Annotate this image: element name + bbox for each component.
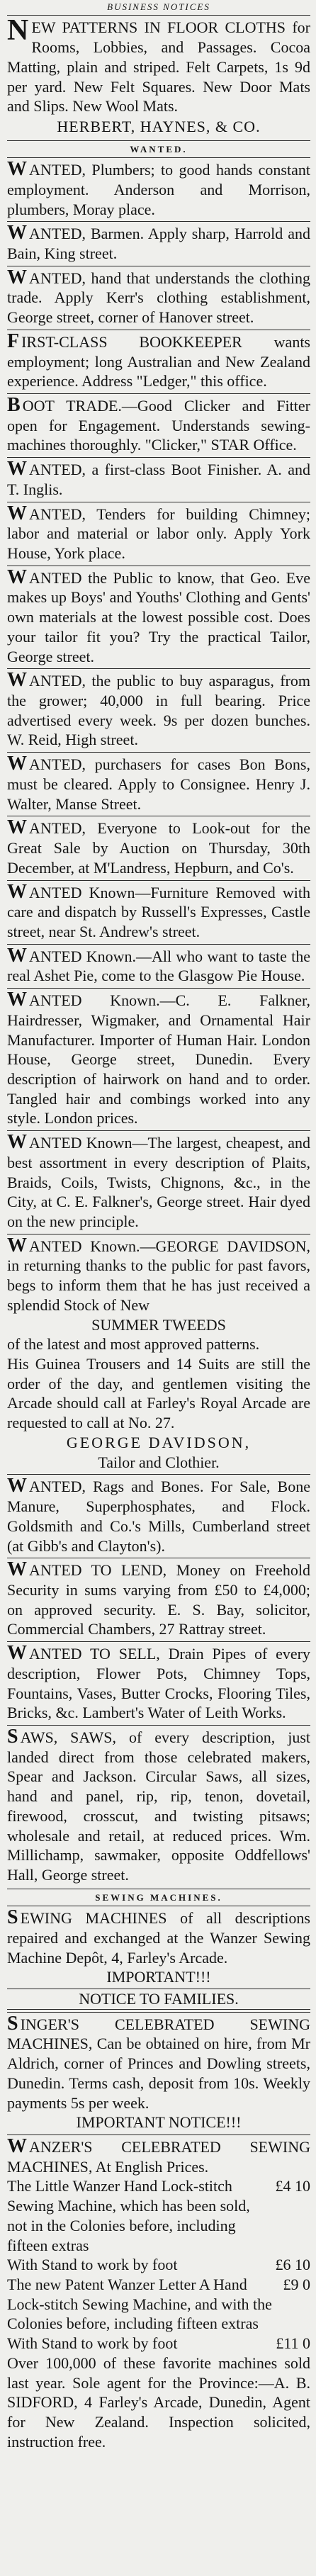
wanted-ad bbox=[7, 1725, 310, 1885]
wanted-ad bbox=[7, 460, 310, 499]
wanted-ad bbox=[7, 1133, 310, 1232]
drop-cap-letter: W bbox=[7, 880, 27, 903]
wanted-ad-text: GEORGE DAVIDSON, bbox=[66, 1433, 252, 1451]
wanted-ad-text: ANTED, purchasers for cases Bon Bons, must be cleared. Apply to Consignee. Henry J. Walter, Manse Street. bbox=[7, 755, 310, 813]
divider bbox=[7, 393, 310, 394]
price-item: The Little Wanzer Hand Lock-stitch Sewing Machine, which has been sold, not in the Colonies before, including fifteen extras bbox=[7, 2177, 250, 2254]
price-row bbox=[7, 2275, 310, 2334]
price-row bbox=[7, 2176, 310, 2255]
divider bbox=[7, 668, 310, 669]
business-ad bbox=[7, 14, 310, 116]
wanted-ad bbox=[7, 160, 310, 219]
price-item: With Stand to work by foot bbox=[7, 2334, 178, 2353]
drop-cap-letter: S bbox=[7, 2012, 18, 2035]
drop-cap-letter: S bbox=[7, 1725, 18, 1748]
price-value: £11 0 bbox=[276, 2334, 310, 2353]
wanted-ad-text: ANTED, Everyone to Look-out for the Great Sale by Auction on Thursday, 30th December, at M'Landress, Hepburn, and Co's. bbox=[7, 819, 310, 877]
sewing-ad bbox=[7, 2012, 310, 2113]
wanted-ad bbox=[7, 1644, 310, 1723]
sewing-ad-text: NOTICE TO FAMILIES. bbox=[79, 1989, 239, 2008]
wanted-ad-text: ANTED, the public to buy asparagus, from the grower; 40,000 in full bearing. Price advertised every week. 9s per dozen bunches. W. Reid, High street. bbox=[7, 672, 310, 749]
divider bbox=[7, 457, 310, 458]
divider bbox=[7, 140, 310, 141]
price-value: £6 10 bbox=[275, 2256, 310, 2274]
section-header-sewing: SEWING MACHINES. bbox=[95, 1891, 222, 1903]
drop-cap-letter: W bbox=[7, 669, 27, 692]
wanted-ad bbox=[7, 816, 310, 877]
wanzer-tail-text: Over 100,000 of these favorite machines sold last year. Sole agent for the Province:—A. B. SIDFORD, 4 Farley's Arcade, Dunedin, Agent for New Zealand. Inspection solicited, instruction free. bbox=[7, 2353, 310, 2451]
wanted-ad-text: ANTED, Rags and Bones. For Sale, Bone Manure, Superphosphates, and Flock. Goldsmith and Co.'s Mills, Cumberland street (at Gibb's and Clayton's). bbox=[7, 1478, 310, 1555]
divider bbox=[7, 1641, 310, 1642]
drop-cap-letter: F bbox=[7, 330, 20, 352]
divider bbox=[7, 752, 310, 753]
wanted-ad bbox=[7, 1234, 310, 1315]
price-row bbox=[7, 2334, 310, 2353]
divider bbox=[7, 880, 310, 881]
wanted-ad-text: His Guinea Trousers and 14 Suits are still the order of the day, and gentlemen visiting the Arcade should call at Farley's Royal Arcade are requested to call at No. 27. bbox=[7, 1355, 310, 1432]
wanted-ad-text: OOT TRADE.—Good Clicker and Fitter open for Engagement. Understands sewing-machines thoroughly. "Clicker," STAR Office. bbox=[7, 396, 310, 454]
divider bbox=[7, 221, 310, 222]
wanted-ad bbox=[7, 1354, 310, 1433]
business-ad-text: EW PATTERNS IN FLOOR CLOTHS for Rooms, Lobbies, and Passages. Cocoa Matting, plain and striped. Felt Carpets, 1s 9d per yard. New Felt Squares. New Door Mats and Slips. New Wool Mats. bbox=[7, 18, 310, 116]
divider bbox=[7, 15, 310, 16]
wanted-ad bbox=[7, 671, 310, 750]
drop-cap-letter: W bbox=[7, 816, 27, 839]
wanted-ad bbox=[7, 568, 310, 667]
wanted-ad-text: IRST-CLASS BOOKKEEPER wants employment; long Australian and New Zealand experience. Address "Ledger," this office. bbox=[7, 332, 310, 390]
wanted-ad bbox=[7, 266, 310, 327]
wanted-ad bbox=[7, 502, 310, 563]
wanted-ad bbox=[7, 880, 310, 942]
divider bbox=[7, 157, 310, 158]
wanted-ad bbox=[7, 991, 310, 1128]
sewing-ad bbox=[7, 2113, 310, 2132]
sewing-ad bbox=[7, 1967, 310, 1987]
drop-cap-letter: W bbox=[7, 458, 27, 480]
wanted-ad-text: ANTED TO SELL, Drain Pipes of every description, Flower Pots, Chimney Tops, Fountains, Vases, Butter Crocks, Flooring Tiles, Bricks, &c. Lambert's Water of Leith Works. bbox=[7, 1645, 310, 1722]
sewing-ad bbox=[7, 2137, 310, 2176]
wanted-ad bbox=[7, 755, 310, 814]
wanted-ad-text: ANTED, Barmen. Apply sharp, Harrold and Bain, King street. bbox=[7, 225, 310, 262]
drop-cap-letter: W bbox=[7, 1234, 27, 1256]
wanted-ad bbox=[7, 1453, 310, 1473]
divider bbox=[7, 1130, 310, 1131]
sewing-ad bbox=[7, 1908, 310, 1967]
price-item: With Stand to work by foot bbox=[7, 2256, 178, 2274]
wanted-ad-text: ANTED, Tenders for building Chimney; labor and material or labor only. Apply York House, York place. bbox=[7, 505, 310, 562]
wanted-ad-text: of the latest and most approved patterns. bbox=[7, 1335, 260, 1354]
wanted-ad-text: ANTED Known.—GEORGE DAVIDSON, in returning thanks to the public for past favors, begs to inform them that he has just received a splendid Stock of New bbox=[7, 1237, 310, 1314]
drop-cap-letter: W bbox=[7, 2135, 27, 2157]
sewing-ad-text: ANZER'S CELEBRATED SEWING MACHINES, At English Prices. bbox=[7, 2138, 310, 2176]
divider bbox=[7, 988, 310, 989]
wanted-ad-text: ANTED, Plumbers; to good hands constant employment. Anderson and Morrison, plumbers, Moray place. bbox=[7, 161, 310, 218]
wanted-ad-text: SUMMER TWEEDS bbox=[91, 1315, 226, 1334]
price-row bbox=[7, 2255, 310, 2275]
drop-cap-letter: W bbox=[7, 158, 27, 181]
drop-cap-letter: W bbox=[7, 753, 27, 775]
wanted-ad-text: Tailor and Clothier. bbox=[98, 1453, 220, 1471]
sewing-ads bbox=[7, 1908, 310, 2176]
wanted-ad bbox=[7, 1560, 310, 1639]
wanted-ad-text: ANTED Known—Furniture Removed with care and dispatch by Russell's Expresses, Castle street, near St. Andrew's street. bbox=[7, 883, 310, 940]
wanted-ad bbox=[7, 393, 310, 455]
drop-cap-letter: B bbox=[7, 393, 21, 416]
wanted-ad bbox=[7, 1477, 310, 1556]
wanted-ad-text: AWS, SAWS, of every description, just landed direct from those celebrated makers, Spear and Jackson. Circular Saws, all sizes, hand and panel, rip, rip, tenon, dovetail, firewood, crosscut, and twisting pitsaws; wholesale and retail, at reduced prices. Wm. Millichamp, sawmaker, opposite Oddfellows' Hall, George street. bbox=[7, 1728, 310, 1884]
drop-cap-letter: W bbox=[7, 266, 27, 288]
wanted-ad-text: ANTED, hand that understands the clothing trade. Apply Kerr's clothing establishment, George street, corner of Hanover street. bbox=[7, 269, 310, 327]
divider bbox=[7, 1474, 310, 1475]
wanted-ad-text: ANTED Known—The largest, cheapest, and best assortment in every description of Plaits, Braids, Coils, Twists, Chignons, &c., in the City, at C. E. Falkner's, George street. Hair dyed on the new principle. bbox=[7, 1134, 310, 1230]
wanted-ad bbox=[7, 224, 310, 263]
wanted-ad bbox=[7, 944, 310, 986]
price-value: £9 0 bbox=[283, 2276, 310, 2294]
wanzer-price-list bbox=[7, 2176, 310, 2353]
divider bbox=[7, 2012, 310, 2013]
section-header-wanted: WANTED. bbox=[130, 143, 188, 154]
wanted-ad bbox=[7, 1315, 310, 1335]
drop-cap-letter: W bbox=[7, 1558, 27, 1581]
price-value: £4 10 bbox=[275, 2177, 310, 2195]
drop-cap-letter: N bbox=[7, 14, 29, 47]
wanted-ads bbox=[7, 160, 310, 1885]
sewing-ad bbox=[7, 1989, 310, 2010]
wanted-ad-text: ANTED TO LEND, Money on Freehold Security in sums varying from £50 to £4,000; on approved security. E. S. Bay, solicitor, Commercial Chambers, 27 Rattray street. bbox=[7, 1561, 310, 1638]
sewing-ad-text: IMPORTANT!!! bbox=[106, 1968, 211, 1986]
drop-cap-letter: W bbox=[7, 502, 27, 524]
business-ads bbox=[7, 14, 310, 136]
wanted-ad bbox=[7, 1334, 310, 1354]
section-header-business: BUSINESS NOTICES bbox=[107, 1, 210, 12]
sewing-ad-text: EWING MACHINES of all descriptions repaired and exchanged at the Wanzer Sewing Machine Depôt, 4, Farley's Arcade. bbox=[7, 1909, 310, 1967]
wanted-ad-text: ANTED Known.—C. E. Falkner, Hairdresser, Wigmaker, and Ornamental Hair Manufacturer. Importer of Human Hair. London House, George street, Dunedin. Every description of hairwork on hand and to order. Tangled hair and combings worked into any style. London prices. bbox=[7, 991, 310, 1127]
price-item: The new Patent Wanzer Letter A Hand Lock-stitch Sewing Machine, and with the Colonies before, including fifteen extras bbox=[7, 2276, 272, 2333]
wanted-ad-text: ANTED Known.—All who want to taste the real Ashet Pie, come to the Glasgow Pie House. bbox=[7, 947, 310, 985]
drop-cap-letter: S bbox=[7, 1906, 18, 1929]
wanted-ad bbox=[7, 1433, 310, 1453]
drop-cap-letter: W bbox=[7, 989, 27, 1011]
drop-cap-letter: W bbox=[7, 944, 27, 967]
sewing-ad-text: INGER'S CELEBRATED SEWING MACHINES, Can be obtained on hire, from Mr Aldrich, corner of Princes and Dowling streets, Dunedin. Terms cash, deposit from 10s. Weekly payments 5s per week. bbox=[7, 2015, 310, 2112]
drop-cap-letter: W bbox=[7, 1475, 27, 1497]
wanted-ad bbox=[7, 332, 310, 391]
wanted-ad-text: ANTED the Public to know, that Geo. Eve makes up Boys' and Youths' Clothing and Gents' own materials at the lowest possible cost. Does your tailor fit you? Try the practical Tailor, George street. bbox=[7, 568, 310, 665]
wanted-ad-text: ANTED, a first-class Boot Finisher. A. and T. Inglis. bbox=[7, 461, 310, 498]
business-ad-signature: HERBERT, HAYNES, & CO. bbox=[57, 117, 261, 135]
divider bbox=[7, 1725, 310, 1726]
sewing-ad-text: IMPORTANT NOTICE!!! bbox=[76, 2113, 242, 2132]
drop-cap-letter: W bbox=[7, 1131, 27, 1154]
drop-cap-letter: W bbox=[7, 222, 27, 244]
drop-cap-letter: W bbox=[7, 1642, 27, 1665]
divider bbox=[7, 944, 310, 945]
drop-cap-letter: W bbox=[7, 566, 27, 588]
